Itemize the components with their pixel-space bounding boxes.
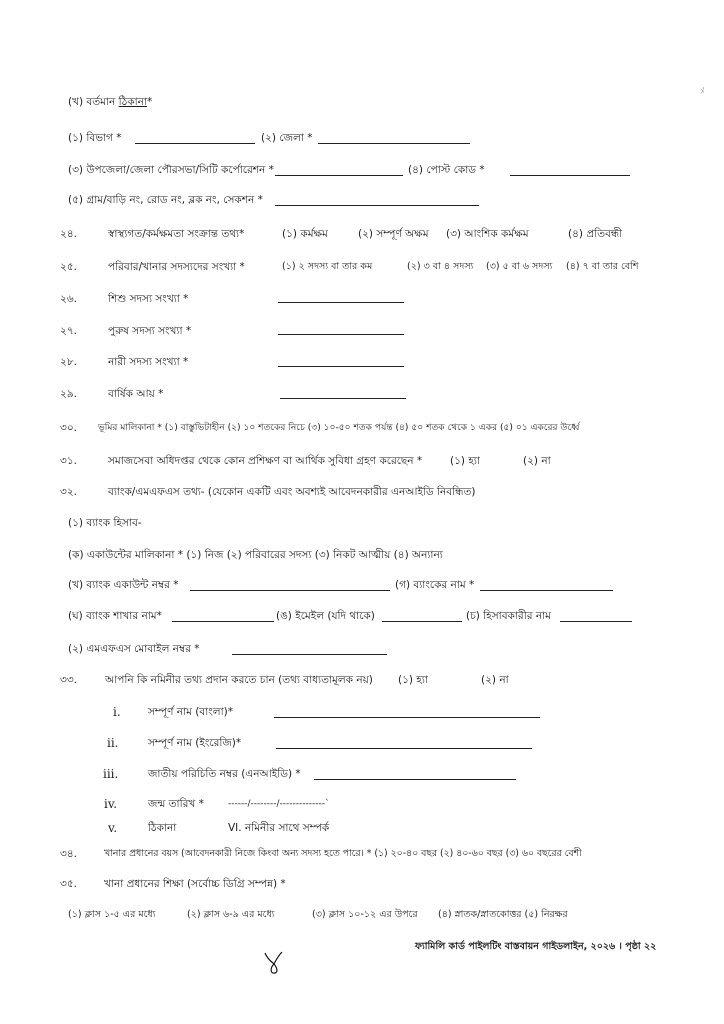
bank-name-label: (গ) ব্যাংকের নাম *	[395, 579, 475, 591]
nominee-i-number: i.	[113, 705, 121, 719]
division-label: (১) বিভাগ *	[68, 132, 122, 144]
q27-number: ২৭.	[60, 325, 77, 337]
q26-label: শিশু সদস্য সংখ্যা *	[108, 293, 189, 305]
q26-field[interactable]	[278, 302, 404, 303]
nominee-ii-number: ii.	[107, 736, 119, 750]
q29-number: ২৯.	[60, 388, 77, 400]
nominee-address-label: ঠিকানা	[148, 822, 177, 834]
q35-option-1[interactable]: (১) ক্লাস ১-৫ এর মধ্যে	[68, 909, 156, 920]
q31-number: ৩১.	[60, 455, 77, 467]
post-code-label: (৪) পোস্ট কোড *	[408, 164, 485, 176]
mfs-label: (২) এমএফএস মোবাইল নম্বর *	[68, 643, 200, 655]
bank-heading: (১) ব্যাংক হিসাব-	[68, 517, 142, 529]
bank-name-field[interactable]	[480, 590, 613, 591]
q31-label: সমাজসেবা অধিদপ্তর থেকে কোন প্রশিক্ষণ বা আর্থিক সুবিধা গ্রহণ করেছেন *	[108, 455, 423, 467]
village-field[interactable]	[275, 205, 479, 206]
nominee-name-bn-field[interactable]	[274, 717, 540, 718]
q32-number: ৩২.	[60, 486, 77, 498]
q30-number: ৩০.	[60, 422, 77, 434]
q24-option-1[interactable]: (১) কর্মক্ষম	[282, 228, 328, 240]
q24-label: স্বাস্থ্যগত/কর্মক্ষমতা সংক্রান্ত তথ্য*	[108, 228, 245, 240]
email-label: (ঙ) ইমেইল (যদি থাকে)	[276, 610, 375, 622]
q24-number: ২৪.	[60, 228, 77, 240]
q29-label: বার্ষিক আয় *	[108, 388, 164, 400]
nominee-dob-field[interactable]: ------/--------/--------------`	[228, 799, 330, 809]
q28-number: ২৮.	[60, 356, 77, 368]
q32-label: ব্যাংক/এমএফএস তথ্য- (যেকোন একটি এবং অবশ্যই আবেদনকারীর এনআইডি নিবন্ধিত)	[108, 486, 476, 498]
nominee-dob-label: জন্ম তারিখ *	[148, 798, 204, 810]
q25-option-2[interactable]: (২) ৩ বা ৪ সদস্য	[407, 261, 474, 272]
nominee-name-en-field[interactable]	[276, 748, 532, 749]
branch-label: (ঘ) ব্যাংক শাখার নাম*	[68, 610, 162, 622]
division-field[interactable]	[135, 143, 255, 144]
q27-label: পুরুষ সদস্য সংখ্যা *	[108, 325, 192, 337]
page-footer: ফ্যামিলি কার্ড পাইলটিং বাস্তবায়ন গাইডলাইন, ২০২৬ । পৃষ্ঠা ২২	[415, 941, 657, 952]
q29-field[interactable]	[280, 398, 406, 399]
district-field[interactable]	[318, 143, 470, 144]
nominee-iv-number: iv.	[104, 797, 118, 811]
q25-option-1[interactable]: (১) ২ সদস্য বা তার কম	[282, 261, 373, 272]
mfs-field[interactable]	[232, 654, 387, 655]
nominee-name-en-label: সম্পূর্ণ নাম (ইংরেজি)*	[148, 737, 242, 749]
q33-yes[interactable]: (১) হ্যা	[398, 674, 428, 686]
q31-yes[interactable]: (১) হ্যা	[450, 455, 480, 467]
nominee-name-bn-label: সম্পূর্ণ নাম (বাংলা)*	[148, 706, 233, 718]
handwritten-mark-icon	[262, 950, 284, 976]
q34-number: ৩৪.	[60, 848, 77, 860]
q33-no[interactable]: (২) না	[481, 674, 509, 686]
email-field[interactable]	[382, 621, 462, 622]
bank-ownership: (ক) একাউন্টের মালিকানা * (১) নিজ (২) পরিবারের সদস্য (৩) নিকট আত্মীয় (৪) অন্যান্য	[68, 549, 443, 561]
q35-label: খানা প্রধানের শিক্ষা (সর্বোচ্চ ডিগ্রি সম্পন্ন) *	[104, 878, 286, 890]
q30-text: ভূমির মালিকানা * (১) বাস্তুভিটাহীন (২) ১০ শতকের নিচে (৩) ১০-৫০ শতক পর্যন্ত (৪) ৫০ শতক থেকে ১ একর (৫) ০১ একরের উর্ধ্বে	[98, 423, 580, 433]
q28-label: নারী সদস্য সংখ্যা *	[108, 356, 189, 368]
q24-option-4[interactable]: (৪) প্রতিবন্ধী	[568, 228, 623, 240]
q33-label: আপনি কি নমিনীর তথ্য প্রদান করতে চান (তথ্য বাধ্যতামূলক নয়)	[105, 674, 373, 686]
holder-field[interactable]	[560, 621, 632, 622]
q25-label: পরিবার/খানার সদস্যদের সংখ্যা *	[108, 261, 245, 273]
nominee-relation-label: VI. নমিনীর সাথে সম্পর্ক	[228, 822, 330, 834]
q35-option-2[interactable]: (২) ক্লাস ৬-৯ এর মধ্যে	[187, 909, 275, 920]
q26-number: ২৬.	[60, 293, 77, 305]
bank-account-label: (খ) ব্যাংক একাউন্ট নম্বর *	[68, 579, 179, 591]
q33-number: ৩৩.	[60, 674, 77, 686]
district-label: (২) জেলা *	[261, 132, 313, 144]
q34-text: খানার প্রধানের বয়স (আবেদনকারী নিজে কিংবা অন্য সদস্য হতে পারে। * (১) ২০-৪০ বছর (২) ৪০-৬০ বছর (৩) ৬০ বছরের বেশী	[104, 848, 582, 859]
nominee-v-number: v.	[108, 821, 118, 835]
q25-option-4[interactable]: (৪) ৭ বা তার বেশি	[566, 261, 639, 272]
upazila-field[interactable]	[275, 175, 403, 176]
q28-field[interactable]	[278, 366, 404, 367]
q24-option-3[interactable]: (৩) আংশিক কর্মক্ষম	[446, 228, 529, 240]
nominee-nid-field[interactable]	[314, 779, 516, 780]
q25-option-3[interactable]: (৩) ৫ বা ৬ সদস্য	[486, 261, 553, 272]
q35-option-3[interactable]: (৩) ক্লাস ১০-১২ এর উপরে	[312, 909, 418, 920]
q27-field[interactable]	[278, 334, 404, 335]
village-label: (৫) গ্রাম/বাড়ি নং, রোড নং, ব্লক নং, সেকশন *	[68, 194, 263, 206]
nominee-nid-label: জাতীয় পরিচিতি নম্বর (এনআইডি) *	[148, 768, 301, 780]
q31-no[interactable]: (২) না	[523, 455, 551, 467]
stray-mark: ﾒ	[700, 87, 705, 97]
nominee-iii-number: iii.	[103, 767, 119, 781]
q35-option-4[interactable]: (৪) স্নাতক/স্নাতকোত্তর (৫) নিরক্ষর	[438, 909, 568, 920]
bank-account-field[interactable]	[190, 590, 390, 591]
q24-option-2[interactable]: (২) সম্পূর্ণ অক্ষম	[358, 228, 429, 240]
section-current-address: (খ) বর্তমান ঠিকানা*	[68, 96, 153, 108]
q35-number: ৩৫.	[60, 878, 77, 890]
holder-label: (চ) হিসাবকারীর নাম	[466, 610, 551, 622]
q25-number: ২৫.	[60, 261, 77, 273]
branch-field[interactable]	[172, 621, 274, 622]
post-code-field[interactable]	[510, 175, 630, 176]
upazila-label: (৩) উপজেলা/জেলা পৌরসভা/সিটি কর্পোরেশন *	[68, 164, 274, 176]
